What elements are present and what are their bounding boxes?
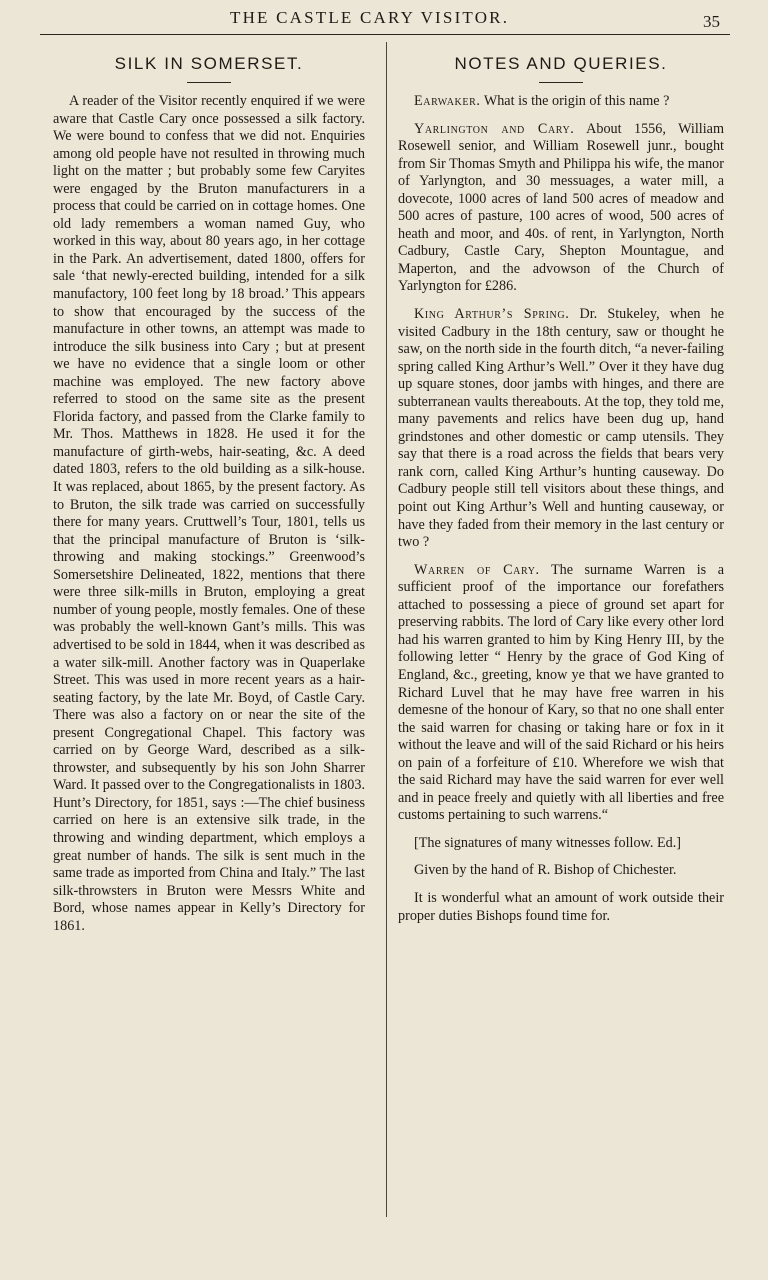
note-entry-title: Warren of Cary. (414, 561, 540, 578)
notes-and-queries (398, 50, 724, 935)
article-silk-in-somerset (53, 50, 365, 935)
note-entry-text: About 1556, William Rosewell senior, and William Rosewell junr., bought from Sir Thomas Smyth and Philippa his wife, the manor of Yarlyngton, and 30 messuages, a water mill, a dovecote, 1000 acres of land 500 acres of meadow and 500 acres of pasture, 100 acres of wood, 500 acres of heath and moor, and 40s. of rent, in Yarlyngton, North Cadbury, Castle Cary, Shepton Mountague, and Maperton, and the advowson of the Church of Yarlyngton for £286. (398, 120, 724, 295)
running-title: THE CASTLE CARY VISITOR. (230, 8, 510, 27)
closing-paragraph: Given by the hand of R. Bishop of Chichester. (414, 862, 677, 879)
heading-rule (187, 82, 231, 83)
note-entry-text: What is the origin of this name ? (483, 93, 670, 109)
page-number: 35 (703, 12, 720, 31)
header-rule (40, 34, 730, 35)
editor-note: [The signatures of many witnesses follow. Ed.] (414, 834, 682, 851)
note-entry-title: Yarlington and Cary. (414, 120, 575, 137)
article-body (53, 93, 365, 935)
article-paragraph: A reader of the Visitor recently enquired if we were aware that Castle Cary once possessed a silk factory. We were bound to confess that we did not. Enquiries among old people have not resulted in throwing much light on the matter ; but probably some few Caryites were engaged by the Bruton manufacturers in a process that could be carried on in cottage homes. One old lady remembers a woman named Guy, who worked in this way, about 80 years ago, in her cottage in the Park. An advertisement, dated 1800, offers for sale ‘that newly-erected building, intended for a silk manufactory, 100 feet long by 18 broad.’ This appears to show that encouraged by the success of the manufacture in other towns, an attempt was made to introduce the silk business into Cary ; but at present we have no evidence that a single loom or other machine was employed. The new factory above referred to stood on the same site as the present Florida factory, and passed from the Clarke family to Mr. Thos. Matthews in 1828. He used it for the manufacture of girth-webs, hair-seating, &c. A deed dated 1803, refers to the old building as a silk-house. It was replaced, about 1865, by the present factory. As to Bruton, the silk trade was carried on successfully there for many years. Cruttwell’s Tour, 1801, tells us that the principal manufacture of Bruton is ‘silk-throwing and making stockings.” Greenwood’s Somersetshire Delineated, 1822, mentions that there were three silk-mills in Bruton, employing a great number of young people, mostly females. One of these was probably the well-known Gant’s mills. This was advertised to be sold in 1844, when it was described as a water silk-mill. Another factory was in Quaperlake Street. This was used in more recent years as a hair-seating factory, by the late Mr. Boyd, of Castle Cary. There was also a factory on or near the site of the present Congregational Chapel. This factory was carried on by George Ward, described as a silk-throwster, and subsequently by his son John Sharrer Ward. It passed over to the Congregationalists in 1803. Hunt’s Directory, for 1851, says :—The chief business carried on here is an extensive silk trade, in the throwing and winding department, which employs a great number of hands. The silk is sent much in the same trade as imported from China and Italy.” The last silk-throwsters in Bruton were Messrs White and Bord, whose names appear in Kelly’s Directory for 1861. (53, 93, 365, 934)
note-entry-title: Earwaker. (414, 93, 481, 109)
section-heading: NOTES AND QUERIES. (454, 54, 668, 73)
note-entry-text: The surname Warren is a sufficient proof of the importance our forefathers attached to possessing a piece of ground set apart for preserving rabbits. The lord of Cary like every other lord had his warren granted to him by King Henry III, by the following letter “ Henry by the grace of God King of England, &c., greeting, know ye that we have granted to Richard Luvel that he may have free warren in his demesne of the honour of Kary, so that no one shall enter the said warren for chasing or taking hare or fox in it without the leave and will of the said Richard or his heirs on pain of a forfeiture of £10. Wherefore we wish that the said Richard may have the said warren for ever well and in peace freely and quietly with all liberties and free customs pertaining to such warrens.“ (398, 561, 725, 824)
article-heading: SILK IN SOMERSET. (114, 54, 304, 73)
heading-rule (539, 82, 583, 83)
notes-body (398, 93, 724, 925)
running-head (0, 6, 768, 32)
note-entry-yarlington (398, 121, 724, 296)
column-divider (386, 42, 387, 1217)
note-entry-earwaker (398, 93, 724, 111)
closing-paragraph: It is wonderful what an amount of work outside their proper duties Bishops found time for. (398, 889, 724, 924)
note-entry-title: King Arthur’s Spring. (414, 306, 570, 323)
note-entry-king-arthurs-spring (398, 306, 724, 552)
note-entry-text: Dr. Stukeley, when he visited Cadbury in the 18th century, saw or thought he saw, on the north side in the fourth ditch, “a never-failing spring called King Arthur’s Well.” Over it they have dug up square stones, door jambs with hinges, and there are subterranean vaults thereabouts. At the top, they told me, many pavements and relics have been dug up, hand grindstones and other domestic or camp utensils. They say that there is a road across the fields that bears very rank corn, called King Arthur’s hunting causeway. Do Cadbury people still tell visitors about these things, and point out King Arthur’s Well and hunting causeway, or have they faded from their memory in the last century or two ? (398, 306, 724, 551)
note-entry-warren-of-cary (398, 562, 724, 825)
